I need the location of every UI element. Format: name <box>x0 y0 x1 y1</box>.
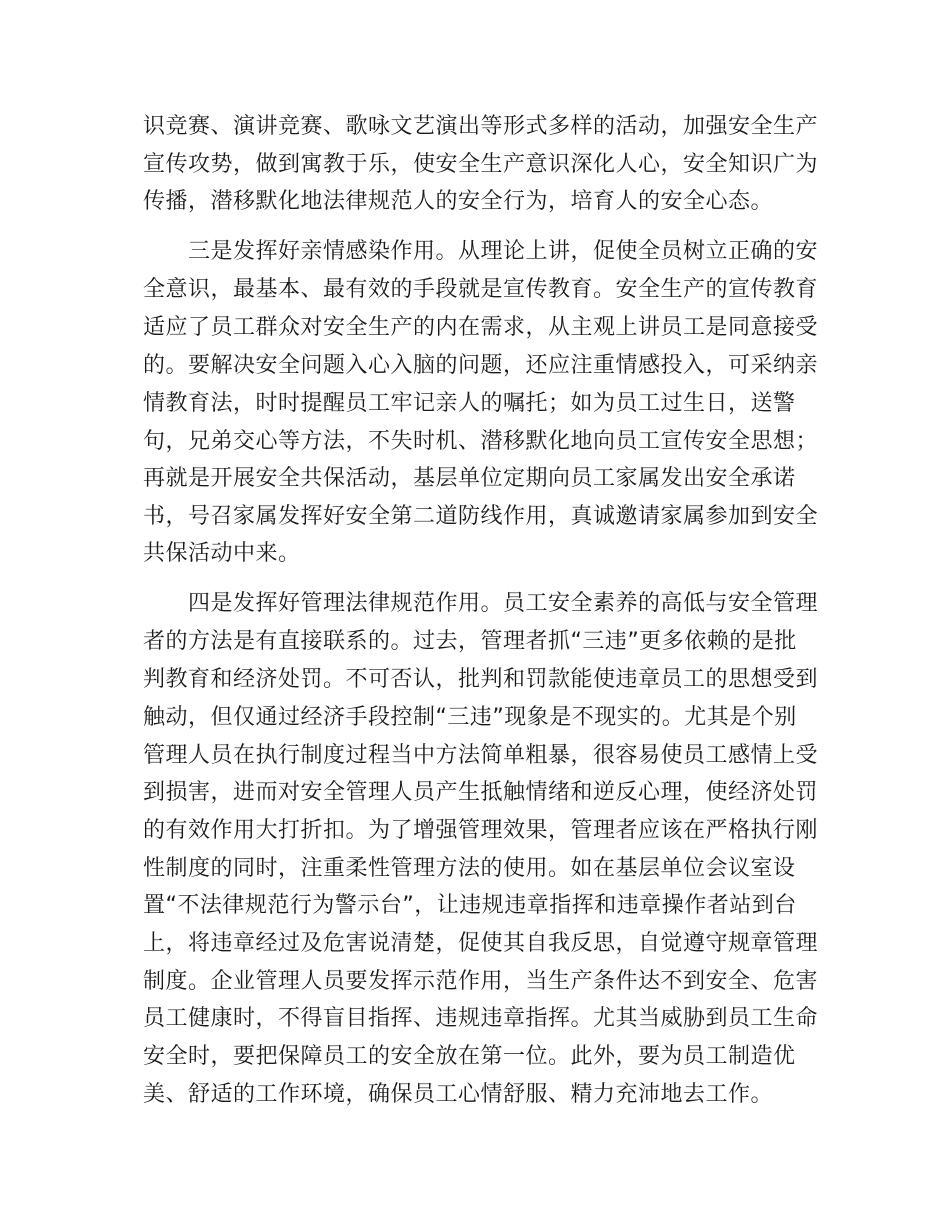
paragraph-2-line-4: 的。要解决安全问题入心入脑的问题，还应注重情感投入，可采纳亲 <box>143 353 819 378</box>
paragraph-3-line-4: 触动，但仅通过经济手段控制“三违”现象是不现实的。尤其是个别 <box>143 705 797 730</box>
paragraph-2-line-3: 适应了员工群众对安全生产的内在需求，从主观上讲员工是同意接受 <box>143 315 819 340</box>
paragraph-2-line-2: 全意识，最基本、最有效的手段就是宣传教育。安全生产的宣传教育 <box>143 277 819 302</box>
paragraph-3-line-2: 者的方法是有直接联系的。过去，管理者抓“三违”更多依赖的是批 <box>143 629 797 654</box>
paragraph-1-line-2: 宣传攻势，做到寓教于乐，使安全生产意识深化人心，安全知识广为 <box>143 152 819 177</box>
paragraph-3-line-8: 性制度的同时，注重柔性管理方法的使用。如在基层单位会议室设 <box>143 856 796 881</box>
paragraph-3-line-9: 置“不法律规范行为警示台”，让违规违章指挥和违章操作者站到台 <box>143 893 797 918</box>
paragraph-1-line-1: 识竞赛、演讲竞赛、歌咏文艺演出等形式多样的活动，加强安全生产 <box>143 114 819 139</box>
paragraph-2-line-6: 句，兄弟交心等方法，不失时机、潜移默化地向员工宣传安全思想； <box>143 429 819 454</box>
paragraph-3-line-12: 员工健康时，不得盲目指挥、违规违章指挥。尤其当威胁到员工生命 <box>143 1006 819 1031</box>
paragraph-3-line-13: 安全时，要把保障员工的安全放在第一位。此外，要为员工制造优 <box>143 1044 796 1069</box>
paragraph-3-line-7: 的有效作用大打折扣。为了增强管理效果，管理者应该在严格执行刚 <box>143 818 819 843</box>
paragraph-2-line-1: 三是发挥好亲情感染作用。从理论上讲，促使全员树立正确的安 <box>188 239 819 264</box>
paragraph-3-line-3: 判教育和经济处罚。不可否认，批判和罚款能使违章员工的思想受到 <box>143 667 819 692</box>
paragraph-2-line-8: 书，号召家属发挥好安全第二道防线作用，真诚邀请家属参加到安全 <box>143 504 819 529</box>
paragraph-3-line-1: 四是发挥好管理法律规范作用。员工安全素养的高低与安全管理 <box>188 591 819 616</box>
paragraph-1-line-3: 传播，潜移默化地法律规范人的安全行为，培育人的安全心态。 <box>143 189 774 214</box>
paragraph-3-line-5: 管理人员在执行制度过程当中方法简单粗暴，很容易使员工感情上受 <box>143 743 819 768</box>
paragraph-3-line-14: 美、舒适的工作环境，确保员工心情舒服、精力充沛地去工作。 <box>143 1082 774 1107</box>
paragraph-2-line-5: 情教育法，时时提醒员工牢记亲人的嘱托；如为员工过生日，送警 <box>143 391 796 416</box>
paragraph-3-line-11: 制度。企业管理人员要发挥示范作用，当生产条件达不到安全、危害 <box>143 969 819 994</box>
paragraph-2-line-9: 共保活动中来。 <box>143 541 301 566</box>
paragraph-3-line-6: 到损害，进而对安全管理人员产生抵触情绪和逆反心理，使经济处罚 <box>143 780 819 805</box>
paragraph-2-line-7: 再就是开展安全共保活动，基层单位定期向员工家属发出安全承诺 <box>143 466 796 491</box>
paragraph-3-line-10: 上，将违章经过及危害说清楚，促使其自我反思，自觉遵守规章管理 <box>143 931 819 956</box>
